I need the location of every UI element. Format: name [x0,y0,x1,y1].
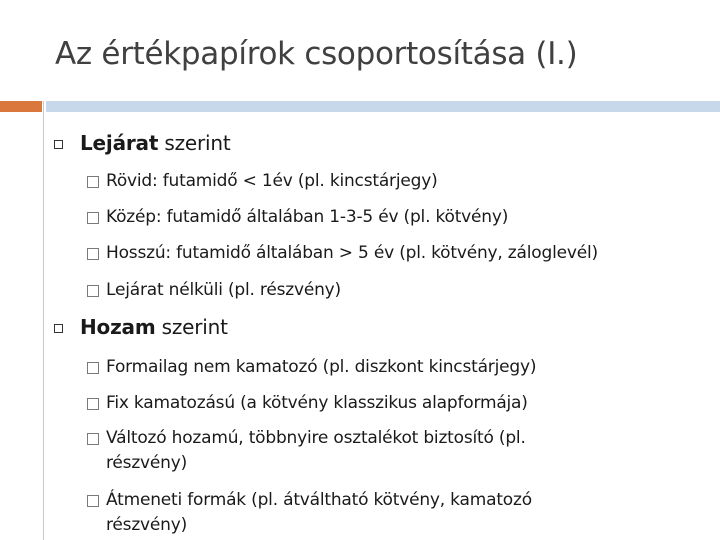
list-item: Formailag nem kamatozó (pl. diszkont kincstárjegy) [106,357,537,377]
title-rule-bar [46,101,720,112]
checkbox-bullet-icon [87,433,99,445]
checkbox-bullet-icon [87,212,99,224]
list-item: Lejárat nélküli (pl. részvény) [106,280,341,300]
checkbox-bullet-icon [87,176,99,188]
section-heading-rest: szerint [158,131,231,155]
checkbox-bullet-icon [87,495,99,507]
checkbox-bullet-icon [87,285,99,297]
checkbox-bullet-icon [87,398,99,410]
list-item-continuation: részvény) [106,515,188,535]
slide-title: Az értékpapírok csoportosítása (I.) [55,36,578,72]
section-heading-hozam [80,315,228,339]
list-item: Átmeneti formák (pl. átváltható kötvény, kamatozó [106,490,532,510]
section-heading-bold: Lejárat [80,131,159,155]
section-heading-bold: Hozam [80,315,156,339]
list-item: Közép: futamidő általában 1-3-5 év (pl. kötvény) [106,207,509,227]
list-item: Rövid: futamidő < 1év (pl. kincstárjegy) [106,171,438,191]
checkbox-bullet-icon [87,362,99,374]
list-item-continuation: részvény) [106,453,188,473]
section-heading-lejarat [80,131,230,155]
title-accent-bar [0,101,42,112]
square-bullet-icon [54,140,63,149]
list-item: Változó hozamú, többnyire osztalékot biztosító (pl. [106,428,526,448]
list-item: Hosszú: futamidő általában > 5 év (pl. kötvény, záloglevél) [106,243,598,263]
list-item: Fix kamatozású (a kötvény klasszikus alapformája) [106,393,528,413]
square-bullet-icon [54,324,63,333]
left-vertical-line [43,101,44,540]
checkbox-bullet-icon [87,248,99,260]
section-heading-rest: szerint [155,315,228,339]
